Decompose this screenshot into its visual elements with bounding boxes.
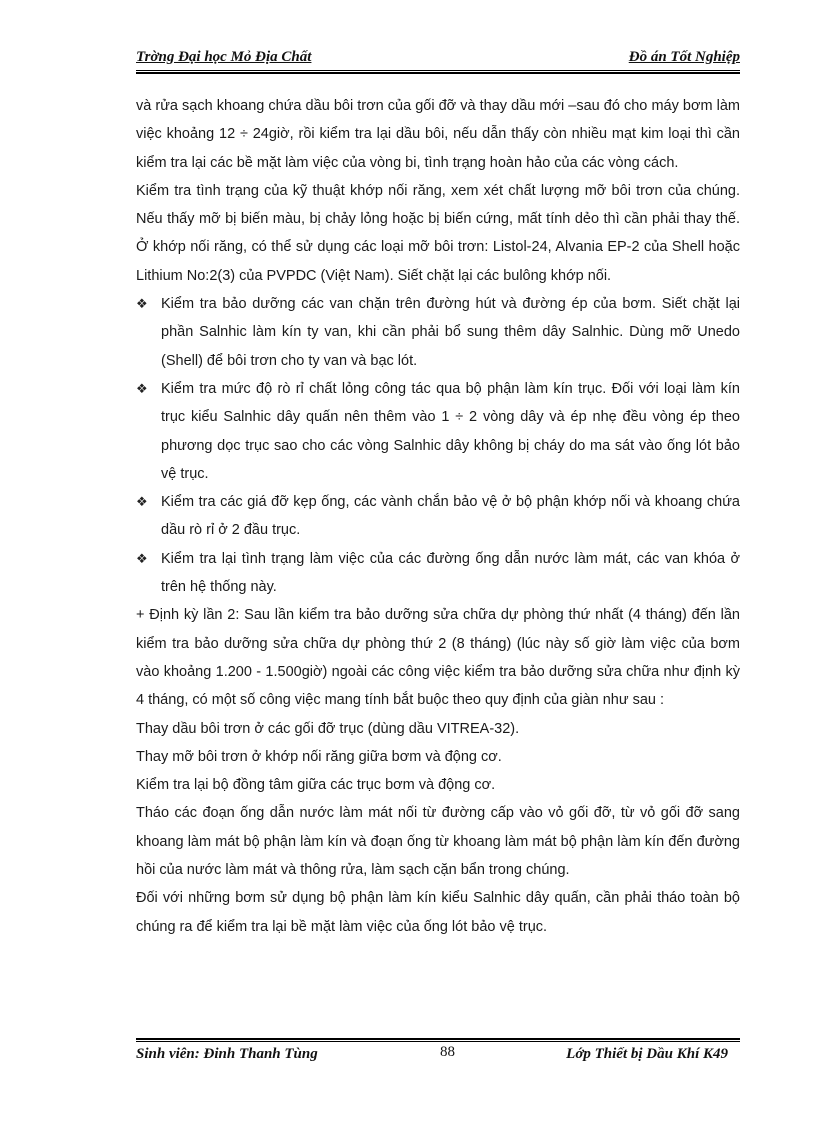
page-number: 88	[440, 1044, 455, 1060]
paragraph: Kiểm tra tình trạng của kỹ thuật khớp nối răng, xem xét chất lượng mỡ bôi trơn của chúng. Nếu thấy mỡ bị biến màu, bị chảy lỏng hoặc bị biến cứng, mất tính dẻo thì cần phải thay thế. Ở khớp nối răng, có thể sử dụng các loại mỡ bôi trơn: Listol-24, Alvania EP-2 của Shell hoặc Lithium No:2(3) của PVPDC (Việt Nam). Siết chặt lại các bulông khớp nối.	[136, 182, 740, 284]
bullet-diamond-icon: ❖	[136, 494, 148, 510]
bullet-item	[136, 545, 740, 602]
bullet-diamond-icon: ❖	[136, 380, 148, 396]
paragraph: và rửa sạch khoang chứa dầu bôi trơn của gối đỡ và thay dầu mới –sau đó cho máy bơm làm việc khoảng 12 ÷ 24giờ, rồi kiểm tra lại dầu bôi, nếu dẫn thấy còn nhiều mạt kim loại thì cần kiểm tra lại các bề mặt làm việc của vòng bi, tình trạng hoàn hảo của các vòng cách.	[136, 98, 740, 171]
bullet-item	[136, 375, 740, 488]
bullet-text: Kiểm tra bảo dưỡng các van chặn trên đường hút và đường ép của bơm. Siết chặt lại phần Salnhic làm kín ty van, khi cần phải bổ sung thêm dây Salnhic. Dùng mỡ Unedo (Shell) để bôi trơn cho ty van và bạc lót.	[161, 296, 740, 369]
bullet-diamond-icon: ❖	[136, 550, 148, 566]
paragraph: Kiểm tra lại bộ đồng tâm giữa các trục bơm và động cơ.	[136, 777, 496, 794]
paragraph: Đối với những bơm sử dụng bộ phận làm kín kiểu Salnhic dây quấn, cần phải tháo toàn bộ chúng ra để kiểm tra lại bề mặt làm việc của ống lót bảo vệ trục.	[136, 890, 740, 935]
footer-student-name: Sinh viên: Đinh Thanh Tùng	[136, 1046, 318, 1062]
bullet-item	[136, 488, 740, 545]
bullet-text: Kiểm tra lại tình trạng làm việc của các đường ống dẫn nước làm mát, các van khóa ở trên hệ thống này.	[161, 550, 740, 596]
header-document-type: Đồ án Tốt Nghiệp	[628, 49, 740, 65]
bullet-item	[136, 290, 740, 375]
page-footer	[136, 1044, 740, 1066]
page-header	[136, 49, 740, 69]
paragraph: Thay mỡ bôi trơn ở khớp nối răng giữa bơm và động cơ.	[136, 748, 502, 765]
document-body	[136, 92, 740, 941]
bullet-diamond-icon: ❖	[136, 296, 148, 312]
paragraph: Tháo các đoạn ống dẫn nước làm mát nối từ đường cấp vào vỏ gối đỡ, từ vỏ gối đỡ sang khoang làm mát bộ phận làm kín và đoạn ống từ khoang làm mát bộ phận làm kín đến đường hồi của nước làm mát và thông rửa, làm sạch cặn bẩn trong chúng.	[136, 805, 740, 879]
paragraph: + Định kỳ lần 2: Sau lần kiểm tra bảo dưỡng sửa chữa dự phòng thứ nhất (4 tháng) đến lần kiểm tra bảo dưỡng sửa chữa dự phòng thứ 2 (8 tháng) (lúc này số giờ làm việc của bơm vào khoảng 1.200 - 1.500giờ) ngoài các công việc kiểm tra bảo dưỡng sửa chữa như định kỳ 4 tháng, có một số công việc mang tính bắt buộc theo quy định của giàn như sau :	[136, 607, 740, 709]
footer-divider	[136, 1038, 740, 1042]
paragraph: Thay dầu bôi trơn ở các gối đỡ trục (dùng dầu VITREA-32).	[136, 720, 520, 737]
header-divider	[136, 70, 740, 74]
bullet-text: Kiểm tra mức độ rò rỉ chất lỏng công tác qua bộ phận làm kín trục. Đối với loại làm kín trục kiểu Salnhic dây quấn nên thêm vào 1 ÷ 2 vòng dây và ép nhẹ đều vòng ép theo phương dọc trục sao cho các vòng Salnhic dây không bị cháy do ma sát vào ống lót bảo vệ trục.	[161, 380, 740, 482]
footer-class-name: Lớp Thiết bị Dầu Khí K49	[566, 1046, 728, 1062]
header-university: Trờng Đại học Mỏ Địa Chất	[136, 49, 312, 65]
bullet-text: Kiểm tra các giá đỡ kẹp ống, các vành chắn bảo vệ ở bộ phận khớp nối và khoang chứa dầu rò rỉ ở 2 đầu trục.	[161, 494, 740, 539]
